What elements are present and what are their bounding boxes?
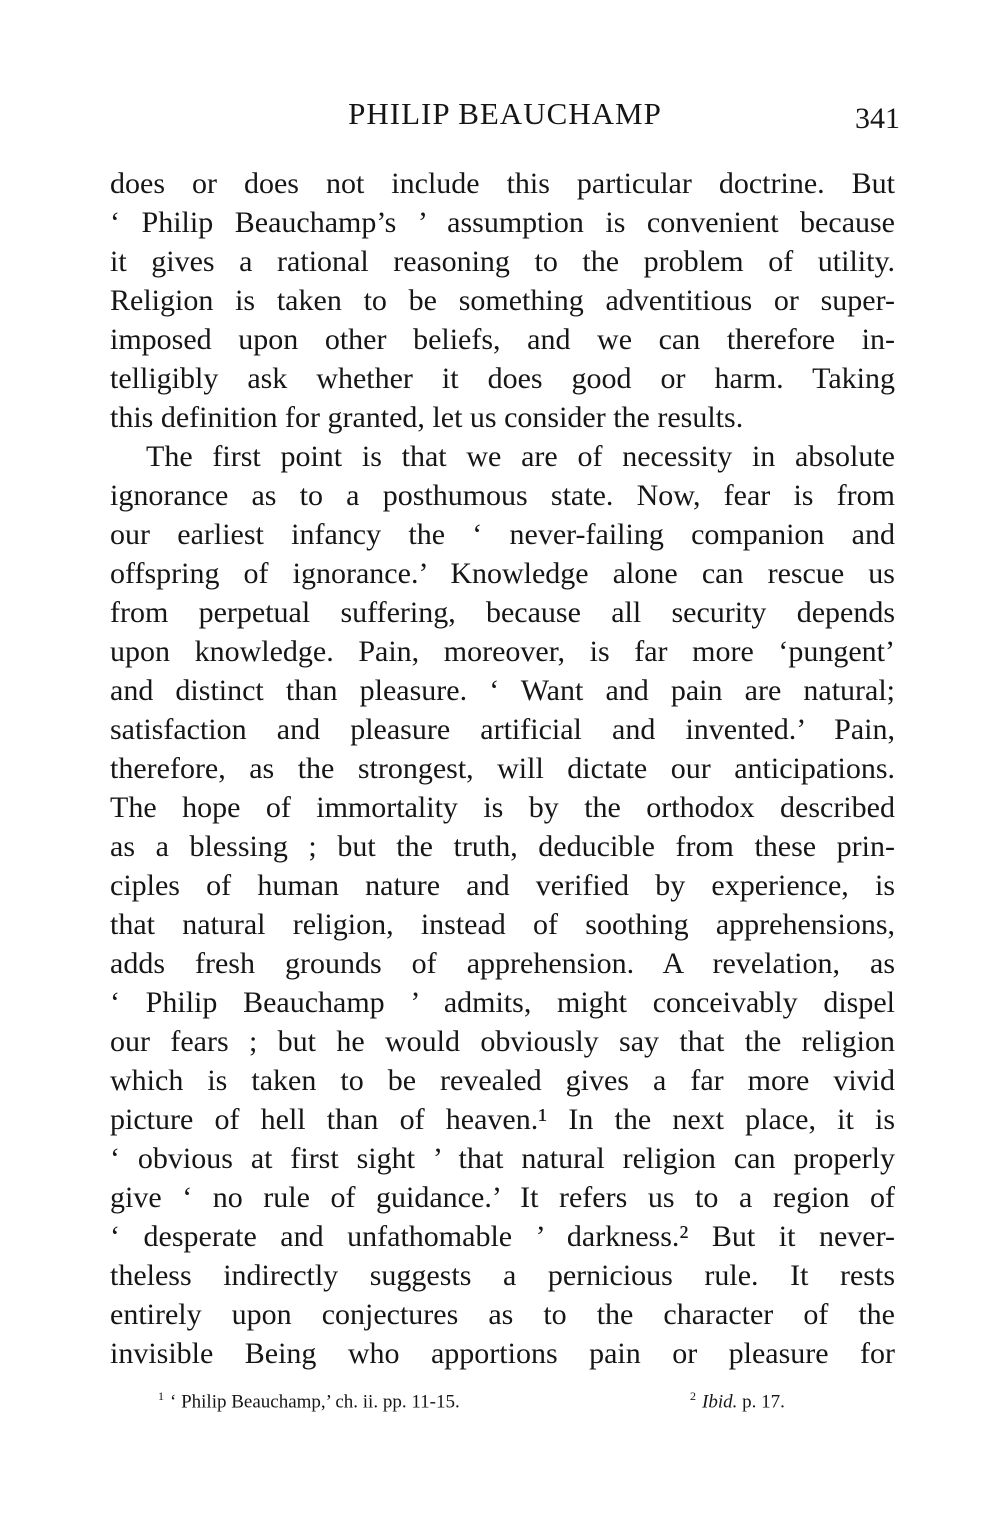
page-number: 341 (855, 102, 900, 135)
footnote-2-ibid: Ibid. (702, 1391, 738, 1413)
running-head (110, 96, 900, 146)
text-line: this definition for granted, let us consider the results. (110, 401, 744, 434)
text-line: our fears ; but he would obviously say that the religion (110, 1025, 895, 1058)
footnote-1 (158, 1389, 460, 1413)
text-line: give ‘ no rule of guidance.’ It refers us to a region of (110, 1181, 895, 1214)
text-line: invisible Being who apportions pain or pleasure for (110, 1337, 895, 1370)
text-line: as a blessing ; but the truth, deducible from these prin- (110, 830, 895, 863)
text-line: ‘ desperate and unfathomable ’ darkness.² But it never- (110, 1220, 895, 1253)
text-line: our earliest infancy the ‘ never-failing companion and (110, 518, 895, 551)
text-line: it gives a rational reasoning to the problem of utility. (110, 245, 895, 278)
paragraph-start-line: The first point is that we are of necessity in absolute (146, 440, 895, 473)
text-line: entirely upon conjectures as to the character of the (110, 1298, 895, 1331)
text-line: picture of hell than of heaven.¹ In the next place, it is (110, 1103, 895, 1136)
text-line: that natural religion, instead of soothing apprehensions, (110, 908, 895, 941)
text-line: and distinct than pleasure. ‘ Want and pain are natural; (110, 674, 895, 707)
text-line: satisfaction and pleasure artificial and invented.’ Pain, (110, 713, 895, 746)
text-line: does or does not include this particular doctrine. But (110, 167, 895, 200)
text-line: ‘ obvious at first sight ’ that natural religion can properly (110, 1142, 895, 1175)
running-title: PHILIP BEAUCHAMP (348, 96, 662, 131)
text-line: ciples of human nature and verified by experience, is (110, 869, 895, 902)
footnote-2-marker: 2 (690, 1389, 696, 1403)
text-line: theless indirectly suggests a pernicious rule. It rests (110, 1259, 895, 1292)
text-line: offspring of ignorance.’ Knowledge alone can rescue us (110, 557, 895, 590)
text-line: ‘ Philip Beauchamp ’ admits, might conceivably dispel (110, 986, 895, 1019)
text-line: The hope of immortality is by the orthodox described (110, 791, 895, 824)
text-line: adds fresh grounds of apprehension. A revelation, as (110, 947, 895, 980)
text-line: which is taken to be revealed gives a far more vivid (110, 1064, 895, 1097)
text-line: ignorance as to a posthumous state. Now, fear is from (110, 479, 895, 512)
body-text (110, 164, 895, 1373)
text-line: upon knowledge. Pain, moreover, is far more ‘pungent’ (110, 635, 895, 668)
text-line: therefore, as the strongest, will dictate our anticipations. (110, 752, 895, 785)
text-line: telligibly ask whether it does good or harm. Taking (110, 362, 895, 395)
footnote-2 (690, 1389, 785, 1413)
text-line: ‘ Philip Beauchamp’s ’ assumption is convenient because (110, 206, 895, 239)
footnote-2-text: p. 17. (742, 1391, 785, 1413)
footnotes (158, 1389, 878, 1419)
footnote-1-marker: 1 (158, 1389, 164, 1403)
text-line: Religion is taken to be something adventitious or super- (110, 284, 895, 317)
footnote-1-text: ‘ Philip Beauchamp,’ ch. ii. pp. 11-15. (170, 1391, 460, 1413)
text-line: imposed upon other beliefs, and we can therefore in- (110, 323, 895, 356)
text-line: from perpetual suffering, because all security depends (110, 596, 895, 629)
